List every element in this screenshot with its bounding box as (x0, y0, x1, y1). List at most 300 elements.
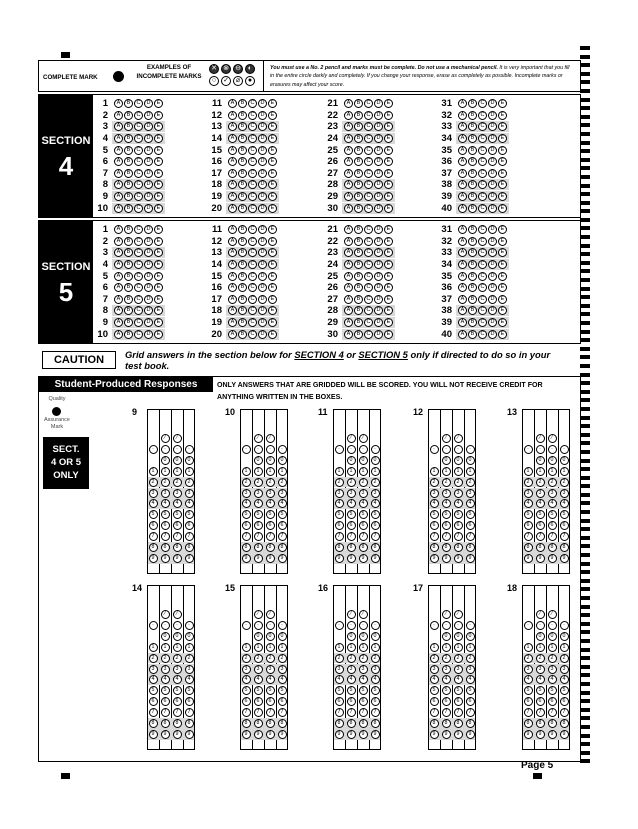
grid-bubble-digit-9[interactable]: 9 (161, 730, 170, 739)
grid-bubble-digit-6[interactable]: 6 (347, 521, 356, 530)
grid-bubble-digit-4[interactable]: 4 (185, 499, 194, 508)
answer-bubble-b[interactable]: B (468, 306, 477, 315)
answer-bubble-a[interactable]: A (458, 318, 467, 327)
answer-bubble-a[interactable]: A (344, 330, 353, 339)
grid-bubble-decimal[interactable]: · (466, 445, 475, 454)
answer-bubble-d[interactable]: D (488, 111, 497, 120)
answer-bubble-d[interactable]: D (258, 122, 267, 131)
grid-bubble-digit-4[interactable]: 4 (254, 499, 263, 508)
grid-bubble-digit-5[interactable]: 5 (266, 686, 275, 695)
grid-bubble-decimal[interactable]: · (347, 621, 356, 630)
grid-bubble-digit-0[interactable]: 0 (359, 456, 368, 465)
grid-bubble-digit-6[interactable]: 6 (466, 521, 475, 530)
grid-bubble-digit-5[interactable]: 5 (242, 686, 251, 695)
answer-bubble-b[interactable]: B (124, 330, 133, 339)
grid-bubble-digit-4[interactable]: 4 (454, 675, 463, 684)
answer-bubble-d[interactable]: D (144, 272, 153, 281)
answer-bubble-e[interactable]: E (154, 283, 163, 292)
answer-bubble-d[interactable]: D (144, 192, 153, 201)
answer-bubble-d[interactable]: D (144, 180, 153, 189)
answer-bubble-b[interactable]: B (238, 111, 247, 120)
answer-bubble-d[interactable]: D (488, 248, 497, 257)
answer-bubble-a[interactable]: A (114, 318, 123, 327)
grid-bubble-digit-8[interactable]: 8 (442, 719, 451, 728)
answer-bubble-d[interactable]: D (374, 192, 383, 201)
grid-bubble-digit-8[interactable]: 8 (173, 719, 182, 728)
grid-bubble-digit-8[interactable]: 8 (548, 543, 557, 552)
answer-bubble-e[interactable]: E (268, 318, 277, 327)
answer-bubble-c[interactable]: C (134, 295, 143, 304)
answer-bubble-c[interactable]: C (364, 146, 373, 155)
grid-bubble-digit-1[interactable]: 1 (347, 643, 356, 652)
answer-bubble-e[interactable]: E (498, 330, 507, 339)
grid-bubble-digit-7[interactable]: 7 (430, 708, 439, 717)
answer-bubble-a[interactable]: A (114, 295, 123, 304)
grid-bubble-digit-9[interactable]: 9 (149, 554, 158, 563)
answer-bubble-b[interactable]: B (124, 122, 133, 131)
grid-bubble-digit-4[interactable]: 4 (161, 499, 170, 508)
grid-bubble-digit-8[interactable]: 8 (335, 719, 344, 728)
grid-bubble-digit-1[interactable]: 1 (173, 467, 182, 476)
grid-bubble-digit-1[interactable]: 1 (242, 467, 251, 476)
grid-bubble-digit-3[interactable]: 3 (347, 665, 356, 674)
answer-bubble-c[interactable]: C (364, 260, 373, 269)
answer-bubble-a[interactable]: A (228, 99, 237, 108)
answer-bubble-a[interactable]: A (114, 122, 123, 131)
grid-bubble-digit-9[interactable]: 9 (560, 554, 569, 563)
grid-bubble-digit-5[interactable]: 5 (254, 510, 263, 519)
answer-bubble-b[interactable]: B (124, 204, 133, 213)
answer-bubble-b[interactable]: B (468, 204, 477, 213)
grid-bubble-digit-8[interactable]: 8 (149, 543, 158, 552)
answer-bubble-b[interactable]: B (354, 306, 363, 315)
grid-bubble-digit-5[interactable]: 5 (185, 510, 194, 519)
grid-bubble-digit-3[interactable]: 3 (524, 665, 533, 674)
grid-bubble-digit-1[interactable]: 1 (430, 643, 439, 652)
answer-bubble-d[interactable]: D (488, 99, 497, 108)
grid-bubble-digit-0[interactable]: 0 (278, 456, 287, 465)
answer-bubble-a[interactable]: A (458, 146, 467, 155)
grid-bubble-digit-3[interactable]: 3 (266, 489, 275, 498)
grid-bubble-digit-3[interactable]: 3 (185, 665, 194, 674)
answer-bubble-b[interactable]: B (468, 111, 477, 120)
grid-bubble-digit-5[interactable]: 5 (173, 510, 182, 519)
answer-bubble-c[interactable]: C (478, 295, 487, 304)
answer-bubble-d[interactable]: D (144, 318, 153, 327)
answer-bubble-a[interactable]: A (458, 260, 467, 269)
grid-bubble-digit-6[interactable]: 6 (548, 697, 557, 706)
grid-bubble-digit-8[interactable]: 8 (161, 719, 170, 728)
answer-bubble-b[interactable]: B (468, 157, 477, 166)
answer-bubble-b[interactable]: B (124, 134, 133, 143)
grid-bubble-digit-3[interactable]: 3 (242, 489, 251, 498)
grid-bubble-digit-5[interactable]: 5 (524, 686, 533, 695)
answer-bubble-d[interactable]: D (488, 157, 497, 166)
answer-bubble-e[interactable]: E (268, 180, 277, 189)
grid-bubble-decimal[interactable]: · (548, 621, 557, 630)
answer-bubble-b[interactable]: B (238, 295, 247, 304)
answer-bubble-b[interactable]: B (124, 248, 133, 257)
grid-bubble-digit-3[interactable]: 3 (442, 489, 451, 498)
answer-bubble-d[interactable]: D (144, 111, 153, 120)
grid-bubble-decimal[interactable]: · (149, 445, 158, 454)
answer-bubble-d[interactable]: D (374, 260, 383, 269)
answer-bubble-c[interactable]: C (478, 180, 487, 189)
grid-bubble-digit-7[interactable]: 7 (548, 708, 557, 717)
grid-bubble-digit-6[interactable]: 6 (161, 697, 170, 706)
grid-bubble-digit-8[interactable]: 8 (371, 543, 380, 552)
answer-bubble-b[interactable]: B (238, 306, 247, 315)
answer-bubble-b[interactable]: B (354, 134, 363, 143)
grid-bubble-decimal[interactable]: · (149, 621, 158, 630)
grid-bubble-digit-2[interactable]: 2 (173, 654, 182, 663)
grid-bubble-digit-5[interactable]: 5 (466, 686, 475, 695)
answer-bubble-e[interactable]: E (268, 99, 277, 108)
answer-bubble-c[interactable]: C (248, 180, 257, 189)
grid-bubble-digit-9[interactable]: 9 (548, 730, 557, 739)
answer-bubble-a[interactable]: A (228, 157, 237, 166)
grid-bubble-digit-9[interactable]: 9 (242, 730, 251, 739)
grid-bubble-digit-6[interactable]: 6 (173, 521, 182, 530)
grid-bubble-digit-7[interactable]: 7 (149, 708, 158, 717)
grid-bubble-digit-8[interactable]: 8 (266, 543, 275, 552)
answer-bubble-c[interactable]: C (364, 318, 373, 327)
answer-bubble-d[interactable]: D (374, 306, 383, 315)
answer-bubble-e[interactable]: E (154, 330, 163, 339)
grid-bubble-slash[interactable]: ⁄ (266, 434, 275, 443)
grid-bubble-digit-1[interactable]: 1 (266, 467, 275, 476)
answer-bubble-e[interactable]: E (268, 146, 277, 155)
answer-bubble-a[interactable]: A (114, 111, 123, 120)
grid-bubble-digit-1[interactable]: 1 (149, 643, 158, 652)
grid-bubble-decimal[interactable]: · (524, 621, 533, 630)
answer-bubble-b[interactable]: B (468, 122, 477, 131)
answer-bubble-e[interactable]: E (384, 99, 393, 108)
answer-bubble-b[interactable]: B (468, 146, 477, 155)
grid-bubble-digit-2[interactable]: 2 (347, 478, 356, 487)
answer-bubble-a[interactable]: A (344, 180, 353, 189)
grid-bubble-digit-1[interactable]: 1 (524, 643, 533, 652)
answer-bubble-e[interactable]: E (154, 122, 163, 131)
grid-bubble-digit-6[interactable]: 6 (149, 697, 158, 706)
grid-bubble-digit-3[interactable]: 3 (242, 665, 251, 674)
answer-bubble-c[interactable]: C (248, 306, 257, 315)
answer-bubble-c[interactable]: C (364, 122, 373, 131)
answer-bubble-b[interactable]: B (354, 146, 363, 155)
grid-bubble-digit-4[interactable]: 4 (466, 675, 475, 684)
answer-bubble-b[interactable]: B (238, 99, 247, 108)
answer-bubble-b[interactable]: B (124, 146, 133, 155)
grid-bubble-digit-4[interactable]: 4 (278, 675, 287, 684)
answer-bubble-d[interactable]: D (258, 169, 267, 178)
answer-bubble-c[interactable]: C (478, 283, 487, 292)
answer-bubble-c[interactable]: C (364, 204, 373, 213)
answer-bubble-c[interactable]: C (134, 192, 143, 201)
answer-bubble-e[interactable]: E (154, 237, 163, 246)
grid-bubble-digit-8[interactable]: 8 (371, 719, 380, 728)
grid-bubble-slash[interactable]: ⁄ (266, 610, 275, 619)
answer-bubble-d[interactable]: D (144, 169, 153, 178)
answer-bubble-d[interactable]: D (258, 111, 267, 120)
answer-bubble-e[interactable]: E (384, 260, 393, 269)
grid-bubble-digit-0[interactable]: 0 (548, 456, 557, 465)
answer-bubble-b[interactable]: B (354, 180, 363, 189)
grid-bubble-slash[interactable]: ⁄ (161, 434, 170, 443)
answer-bubble-b[interactable]: B (468, 99, 477, 108)
answer-bubble-a[interactable]: A (458, 306, 467, 315)
grid-bubble-digit-5[interactable]: 5 (347, 510, 356, 519)
grid-bubble-digit-8[interactable]: 8 (466, 719, 475, 728)
answer-bubble-c[interactable]: C (134, 306, 143, 315)
answer-bubble-c[interactable]: C (134, 111, 143, 120)
grid-bubble-decimal[interactable]: · (242, 621, 251, 630)
answer-bubble-d[interactable]: D (258, 248, 267, 257)
grid-bubble-digit-0[interactable]: 0 (173, 456, 182, 465)
answer-bubble-c[interactable]: C (248, 157, 257, 166)
grid-bubble-digit-0[interactable]: 0 (254, 632, 263, 641)
answer-bubble-c[interactable]: C (364, 283, 373, 292)
answer-bubble-b[interactable]: B (238, 134, 247, 143)
grid-bubble-digit-8[interactable]: 8 (254, 719, 263, 728)
grid-bubble-digit-3[interactable]: 3 (466, 665, 475, 674)
answer-bubble-d[interactable]: D (144, 330, 153, 339)
answer-bubble-b[interactable]: B (124, 225, 133, 234)
grid-bubble-digit-8[interactable]: 8 (278, 543, 287, 552)
grid-bubble-digit-0[interactable]: 0 (173, 632, 182, 641)
grid-bubble-digit-4[interactable]: 4 (161, 675, 170, 684)
grid-bubble-decimal[interactable]: · (524, 445, 533, 454)
grid-bubble-digit-0[interactable]: 0 (161, 456, 170, 465)
answer-bubble-c[interactable]: C (364, 248, 373, 257)
answer-bubble-a[interactable]: A (228, 295, 237, 304)
answer-bubble-e[interactable]: E (154, 272, 163, 281)
grid-bubble-digit-5[interactable]: 5 (185, 686, 194, 695)
answer-bubble-b[interactable]: B (468, 180, 477, 189)
grid-bubble-digit-0[interactable]: 0 (454, 456, 463, 465)
answer-bubble-d[interactable]: D (144, 283, 153, 292)
answer-bubble-c[interactable]: C (364, 157, 373, 166)
grid-bubble-decimal[interactable]: · (266, 621, 275, 630)
grid-bubble-digit-1[interactable]: 1 (548, 643, 557, 652)
answer-bubble-e[interactable]: E (268, 330, 277, 339)
grid-bubble-digit-5[interactable]: 5 (242, 510, 251, 519)
answer-bubble-e[interactable]: E (154, 248, 163, 257)
answer-bubble-d[interactable]: D (258, 283, 267, 292)
grid-bubble-digit-3[interactable]: 3 (149, 665, 158, 674)
answer-bubble-b[interactable]: B (354, 169, 363, 178)
answer-bubble-a[interactable]: A (344, 225, 353, 234)
grid-bubble-digit-5[interactable]: 5 (278, 686, 287, 695)
answer-bubble-e[interactable]: E (384, 134, 393, 143)
grid-bubble-digit-3[interactable]: 3 (371, 665, 380, 674)
grid-bubble-digit-9[interactable]: 9 (359, 554, 368, 563)
grid-bubble-digit-8[interactable]: 8 (347, 719, 356, 728)
answer-bubble-a[interactable]: A (228, 122, 237, 131)
grid-bubble-digit-7[interactable]: 7 (347, 532, 356, 541)
grid-bubble-digit-0[interactable]: 0 (371, 632, 380, 641)
answer-bubble-b[interactable]: B (468, 237, 477, 246)
grid-bubble-digit-4[interactable]: 4 (242, 499, 251, 508)
grid-bubble-digit-3[interactable]: 3 (335, 489, 344, 498)
grid-bubble-digit-9[interactable]: 9 (524, 730, 533, 739)
grid-bubble-decimal[interactable]: · (454, 445, 463, 454)
grid-bubble-digit-0[interactable]: 0 (266, 632, 275, 641)
grid-bubble-digit-1[interactable]: 1 (536, 643, 545, 652)
grid-bubble-decimal[interactable]: · (335, 621, 344, 630)
answer-bubble-e[interactable]: E (498, 260, 507, 269)
answer-bubble-d[interactable]: D (258, 272, 267, 281)
answer-bubble-e[interactable]: E (384, 330, 393, 339)
answer-bubble-a[interactable]: A (458, 192, 467, 201)
answer-bubble-e[interactable]: E (498, 283, 507, 292)
answer-bubble-a[interactable]: A (228, 272, 237, 281)
answer-bubble-a[interactable]: A (344, 306, 353, 315)
answer-bubble-d[interactable]: D (488, 272, 497, 281)
grid-bubble-digit-5[interactable]: 5 (442, 686, 451, 695)
answer-bubble-a[interactable]: A (114, 180, 123, 189)
grid-bubble-digit-7[interactable]: 7 (173, 708, 182, 717)
answer-bubble-a[interactable]: A (228, 111, 237, 120)
grid-bubble-digit-6[interactable]: 6 (254, 521, 263, 530)
answer-bubble-c[interactable]: C (248, 283, 257, 292)
grid-bubble-digit-9[interactable]: 9 (466, 554, 475, 563)
grid-bubble-digit-7[interactable]: 7 (185, 708, 194, 717)
grid-bubble-decimal[interactable]: · (536, 621, 545, 630)
grid-bubble-digit-3[interactable]: 3 (430, 665, 439, 674)
grid-bubble-digit-8[interactable]: 8 (185, 543, 194, 552)
answer-bubble-c[interactable]: C (134, 260, 143, 269)
grid-bubble-digit-6[interactable]: 6 (442, 521, 451, 530)
answer-bubble-a[interactable]: A (114, 169, 123, 178)
answer-bubble-c[interactable]: C (248, 318, 257, 327)
answer-bubble-d[interactable]: D (144, 306, 153, 315)
answer-bubble-c[interactable]: C (134, 180, 143, 189)
answer-bubble-a[interactable]: A (228, 225, 237, 234)
answer-bubble-e[interactable]: E (268, 225, 277, 234)
grid-bubble-digit-1[interactable]: 1 (371, 643, 380, 652)
answer-bubble-a[interactable]: A (114, 237, 123, 246)
answer-bubble-d[interactable]: D (144, 248, 153, 257)
answer-bubble-c[interactable]: C (248, 192, 257, 201)
answer-bubble-d[interactable]: D (488, 306, 497, 315)
answer-bubble-c[interactable]: C (364, 180, 373, 189)
grid-bubble-digit-3[interactable]: 3 (173, 665, 182, 674)
answer-bubble-a[interactable]: A (458, 122, 467, 131)
answer-bubble-d[interactable]: D (488, 192, 497, 201)
grid-bubble-digit-5[interactable]: 5 (430, 686, 439, 695)
answer-bubble-e[interactable]: E (498, 204, 507, 213)
grid-bubble-decimal[interactable]: · (359, 621, 368, 630)
answer-bubble-b[interactable]: B (238, 318, 247, 327)
answer-bubble-c[interactable]: C (478, 134, 487, 143)
grid-bubble-digit-1[interactable]: 1 (560, 467, 569, 476)
answer-bubble-d[interactable]: D (258, 260, 267, 269)
answer-bubble-d[interactable]: D (374, 283, 383, 292)
grid-bubble-digit-1[interactable]: 1 (548, 467, 557, 476)
grid-bubble-digit-8[interactable]: 8 (149, 719, 158, 728)
grid-bubble-decimal[interactable]: · (536, 445, 545, 454)
grid-bubble-digit-3[interactable]: 3 (536, 489, 545, 498)
grid-bubble-digit-7[interactable]: 7 (454, 708, 463, 717)
grid-bubble-digit-3[interactable]: 3 (371, 489, 380, 498)
grid-bubble-digit-2[interactable]: 2 (454, 654, 463, 663)
answer-bubble-d[interactable]: D (258, 237, 267, 246)
answer-bubble-c[interactable]: C (478, 192, 487, 201)
answer-bubble-c[interactable]: C (478, 122, 487, 131)
answer-bubble-a[interactable]: A (114, 330, 123, 339)
grid-bubble-digit-8[interactable]: 8 (161, 543, 170, 552)
answer-bubble-d[interactable]: D (144, 204, 153, 213)
grid-bubble-digit-8[interactable]: 8 (536, 719, 545, 728)
answer-bubble-c[interactable]: C (134, 330, 143, 339)
answer-bubble-b[interactable]: B (468, 295, 477, 304)
grid-bubble-digit-6[interactable]: 6 (242, 521, 251, 530)
grid-bubble-decimal[interactable]: · (560, 445, 569, 454)
grid-bubble-digit-5[interactable]: 5 (359, 686, 368, 695)
grid-bubble-digit-0[interactable]: 0 (185, 456, 194, 465)
grid-bubble-digit-7[interactable]: 7 (185, 532, 194, 541)
answer-bubble-b[interactable]: B (124, 157, 133, 166)
answer-bubble-d[interactable]: D (374, 169, 383, 178)
answer-bubble-c[interactable]: C (248, 99, 257, 108)
answer-bubble-d[interactable]: D (488, 146, 497, 155)
grid-bubble-digit-5[interactable]: 5 (335, 686, 344, 695)
grid-bubble-digit-6[interactable]: 6 (560, 697, 569, 706)
grid-bubble-digit-5[interactable]: 5 (466, 510, 475, 519)
grid-bubble-digit-6[interactable]: 6 (371, 697, 380, 706)
grid-bubble-digit-8[interactable]: 8 (524, 719, 533, 728)
grid-bubble-digit-5[interactable]: 5 (536, 510, 545, 519)
answer-bubble-c[interactable]: C (248, 295, 257, 304)
grid-bubble-digit-9[interactable]: 9 (371, 554, 380, 563)
grid-bubble-digit-6[interactable]: 6 (536, 521, 545, 530)
answer-bubble-a[interactable]: A (344, 169, 353, 178)
grid-bubble-digit-1[interactable]: 1 (335, 467, 344, 476)
answer-bubble-b[interactable]: B (238, 146, 247, 155)
grid-bubble-digit-8[interactable]: 8 (335, 543, 344, 552)
answer-bubble-b[interactable]: B (468, 318, 477, 327)
grid-bubble-digit-7[interactable]: 7 (161, 532, 170, 541)
grid-bubble-digit-4[interactable]: 4 (536, 675, 545, 684)
grid-bubble-digit-1[interactable]: 1 (371, 467, 380, 476)
answer-bubble-b[interactable]: B (354, 330, 363, 339)
grid-bubble-digit-0[interactable]: 0 (347, 456, 356, 465)
grid-bubble-digit-8[interactable]: 8 (430, 543, 439, 552)
answer-bubble-a[interactable]: A (344, 99, 353, 108)
answer-bubble-a[interactable]: A (344, 283, 353, 292)
answer-bubble-e[interactable]: E (498, 295, 507, 304)
answer-bubble-b[interactable]: B (238, 237, 247, 246)
grid-bubble-digit-8[interactable]: 8 (278, 719, 287, 728)
answer-bubble-a[interactable]: A (458, 111, 467, 120)
answer-bubble-a[interactable]: A (344, 204, 353, 213)
grid-bubble-digit-9[interactable]: 9 (335, 554, 344, 563)
answer-bubble-b[interactable]: B (238, 122, 247, 131)
answer-bubble-d[interactable]: D (144, 99, 153, 108)
grid-bubble-digit-2[interactable]: 2 (524, 478, 533, 487)
grid-bubble-digit-6[interactable]: 6 (524, 521, 533, 530)
answer-bubble-e[interactable]: E (268, 169, 277, 178)
grid-bubble-slash[interactable]: ⁄ (548, 610, 557, 619)
grid-bubble-digit-9[interactable]: 9 (185, 554, 194, 563)
answer-bubble-e[interactable]: E (268, 111, 277, 120)
grid-bubble-digit-6[interactable]: 6 (430, 697, 439, 706)
answer-bubble-d[interactable]: D (488, 330, 497, 339)
grid-bubble-digit-8[interactable]: 8 (548, 719, 557, 728)
answer-bubble-e[interactable]: E (384, 248, 393, 257)
grid-bubble-digit-2[interactable]: 2 (242, 478, 251, 487)
grid-bubble-digit-3[interactable]: 3 (347, 489, 356, 498)
